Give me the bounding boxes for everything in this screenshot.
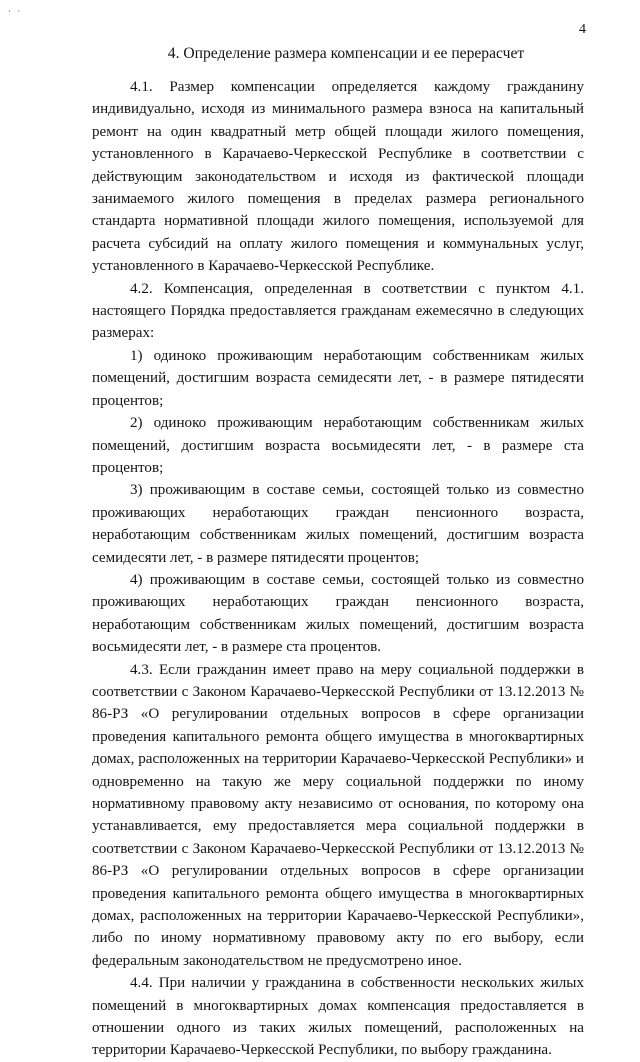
paragraph-4-3: 4.3. Если гражданин имеет право на меру социальной поддержки в соответствии с Законом Карачаево-Черкесской Республики от 13.12.2013 № 86-РЗ «О регулировании отдельных вопросов в сфере организации проведения капитального ремонта общего имущества в многоквартирных домах, расположенных на территории Карачаево-Черкесской Республики» и одновременно на такую же меру социальной поддержки по иному нормативному правовому акту независимо от основания, по которому она устанавливается, ему предоставляется мера социальной поддержки в соответствии с Законом Карачаево-Черкесской Республики от 13.12.2013 № 86-РЗ «О регулировании отдельных вопросов в сфере организации проведения капитального ремонта общего имущества в многоквартирных домах, расположенных на территории Карачаево-Черкесской Республики», либо по иному нормативному правовому акту по его выбору, если федеральным законодательством не предусмотрено иное. — [92, 661, 584, 969]
scan-corner-mark: · · — [8, 6, 23, 16]
paragraph-4-1: 4.1. Размер компенсации определяется каждому гражданину индивидуально, исходя из минимального размера взноса на капитальный ремонт на один квадратный метр общей площади жилого помещения, установленного в Карачаево-Черкесской Республике в соответствии с действующим законодательством и исходя из фактической площади занимаемого жилого помещения в пределах размера регионального стандарта нормативной площади жилого помещения, используемой для расчета субсидий на оплату жилого помещения и коммунальных услуг, установленного в Карачаево-Черкесской Республике. — [92, 79, 584, 275]
list-item-1: 1) одиноко проживающим неработающим собственникам жилых помещений, достигшим возраста семидесяти лет, - в размере пятидесяти процентов; — [92, 347, 584, 409]
section-body — [92, 76, 584, 1062]
list-item-3: 3) проживающим в составе семьи, состоящей только из совместно проживающих неработающих граждан пенсионного возраста, неработающим собственникам жилых помещений, достигшим возраста семидесяти лет, - в размере пятидесяти процентов; — [92, 482, 584, 566]
paragraph-4-2: 4.2. Компенсация, определенная в соответствии с пунктом 4.1. настоящего Порядка предоставляется гражданам ежемесячно в следующих размерах: — [92, 280, 584, 342]
list-item-4: 4) проживающим в составе семьи, состоящей только из совместно проживающих неработающих граждан пенсионного возраста, неработающим собственникам жилых помещений, достигшим возраста восьмидесяти лет, - в размере ста процентов. — [92, 571, 584, 656]
list-item-2: 2) одиноко проживающим неработающим собственникам жилых помещений, достигшим возраста восьмидесяти лет, - в размере ста процентов; — [92, 415, 584, 476]
section-heading: 4. Определение размера компенсации и ее перерасчет — [167, 45, 525, 62]
paragraph-4-4: 4.4. При наличии у гражданина в собственности нескольких жилых помещений в многоквартирных домах компенсация предоставляется в отношении одного из таких жилых помещений, расположенных на территории Карачаево-Черкесской Республики, по выбору гражданина. — [92, 975, 584, 1059]
page-number: 4 — [579, 22, 586, 37]
